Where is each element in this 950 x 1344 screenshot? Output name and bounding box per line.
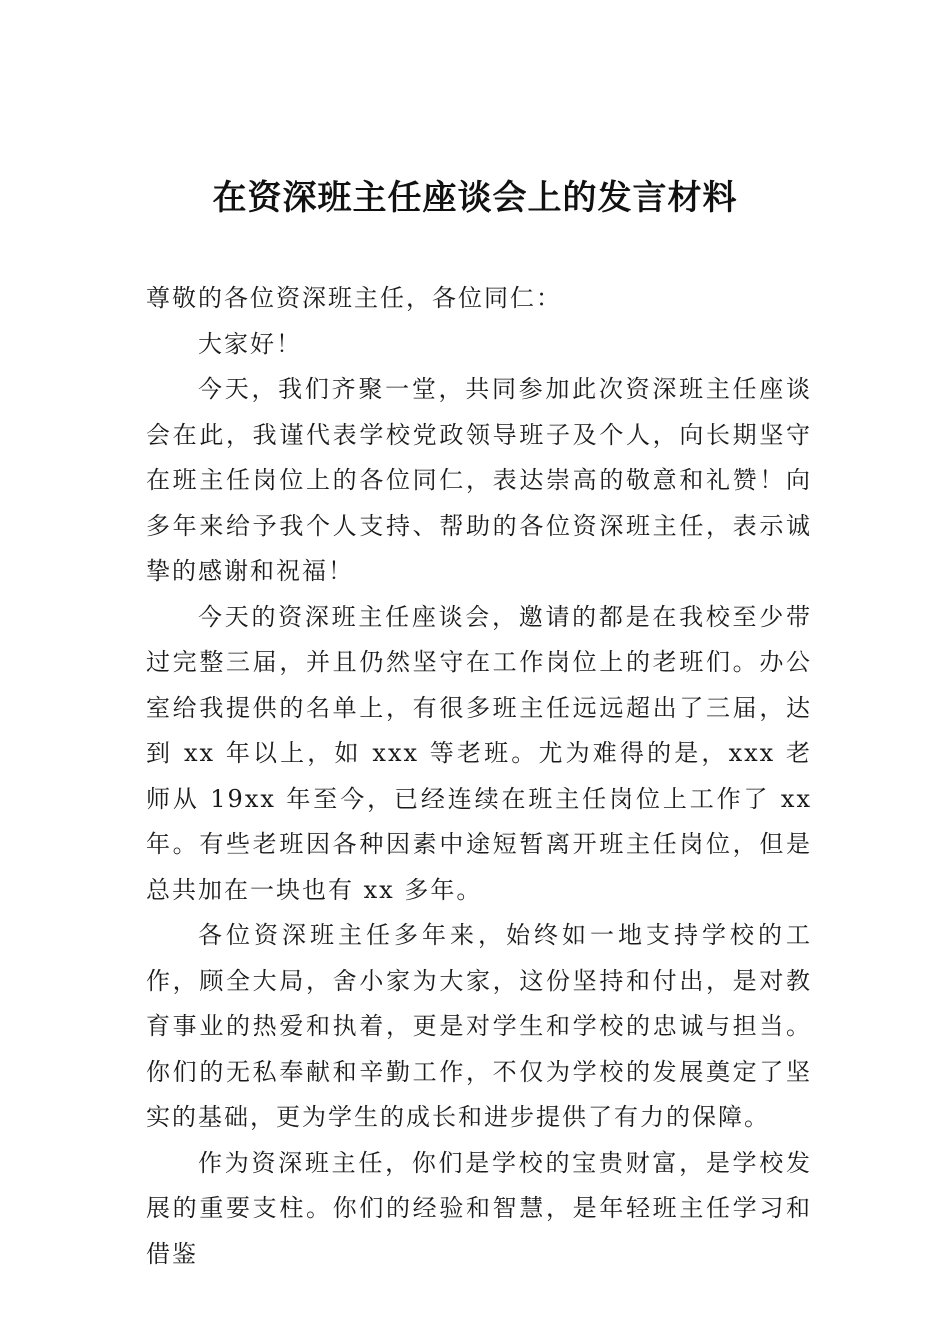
paragraph-value: 作为资深班主任，你们是学校的宝贵财富，是学校发展的重要支柱。你们的经验和智慧，是年轻班主任学习和借鉴 — [146, 1148, 812, 1268]
document-title: 在资深班主任座谈会上的发言材料 — [212, 178, 738, 218]
document-body — [146, 276, 812, 1277]
paragraph-invitees: 今天的资深班主任座谈会，邀请的都是在我校至少带过完整三届，并且仍然坚守在工作岗位上的老班们。办公室给我提供的名单上，有很多班主任远远超出了三届，达到 xx 年以上，如 xxx 等老班。尤为难得的是，xxx 老师从 19xx 年至今，已经连续在班主任岗位上工作了 xx 年。有些老班因各种因素中途短暂离开班主任岗位，但是总共加在一块也有 xx 多年。 — [146, 602, 812, 904]
salutation: 尊敬的各位资深班主任，各位同仁： — [146, 284, 562, 312]
paragraph-opening: 今天，我们齐聚一堂，共同参加此次资深班主任座谈会在此，我谨代表学校党政领导班子及个人，向长期坚守在班主任岗位上的各位同仁，表达崇高的敬意和礼赞！向多年来给予我个人支持、帮助的各位资深班主任，表示诚挚的感谢和祝福！ — [146, 375, 812, 585]
paragraph-dedication: 各位资深班主任多年来，始终如一地支持学校的工作，顾全大局，舍小家为大家，这份坚持和付出，是对教育事业的热爱和执着，更是对学生和学校的忠诚与担当。你们的无私奉献和辛勤工作，不仅为学校的发展奠定了坚实的基础，更为学生的成长和进步提供了有力的保障。 — [146, 921, 812, 1131]
paragraph-greeting: 大家好！ — [198, 329, 302, 358]
